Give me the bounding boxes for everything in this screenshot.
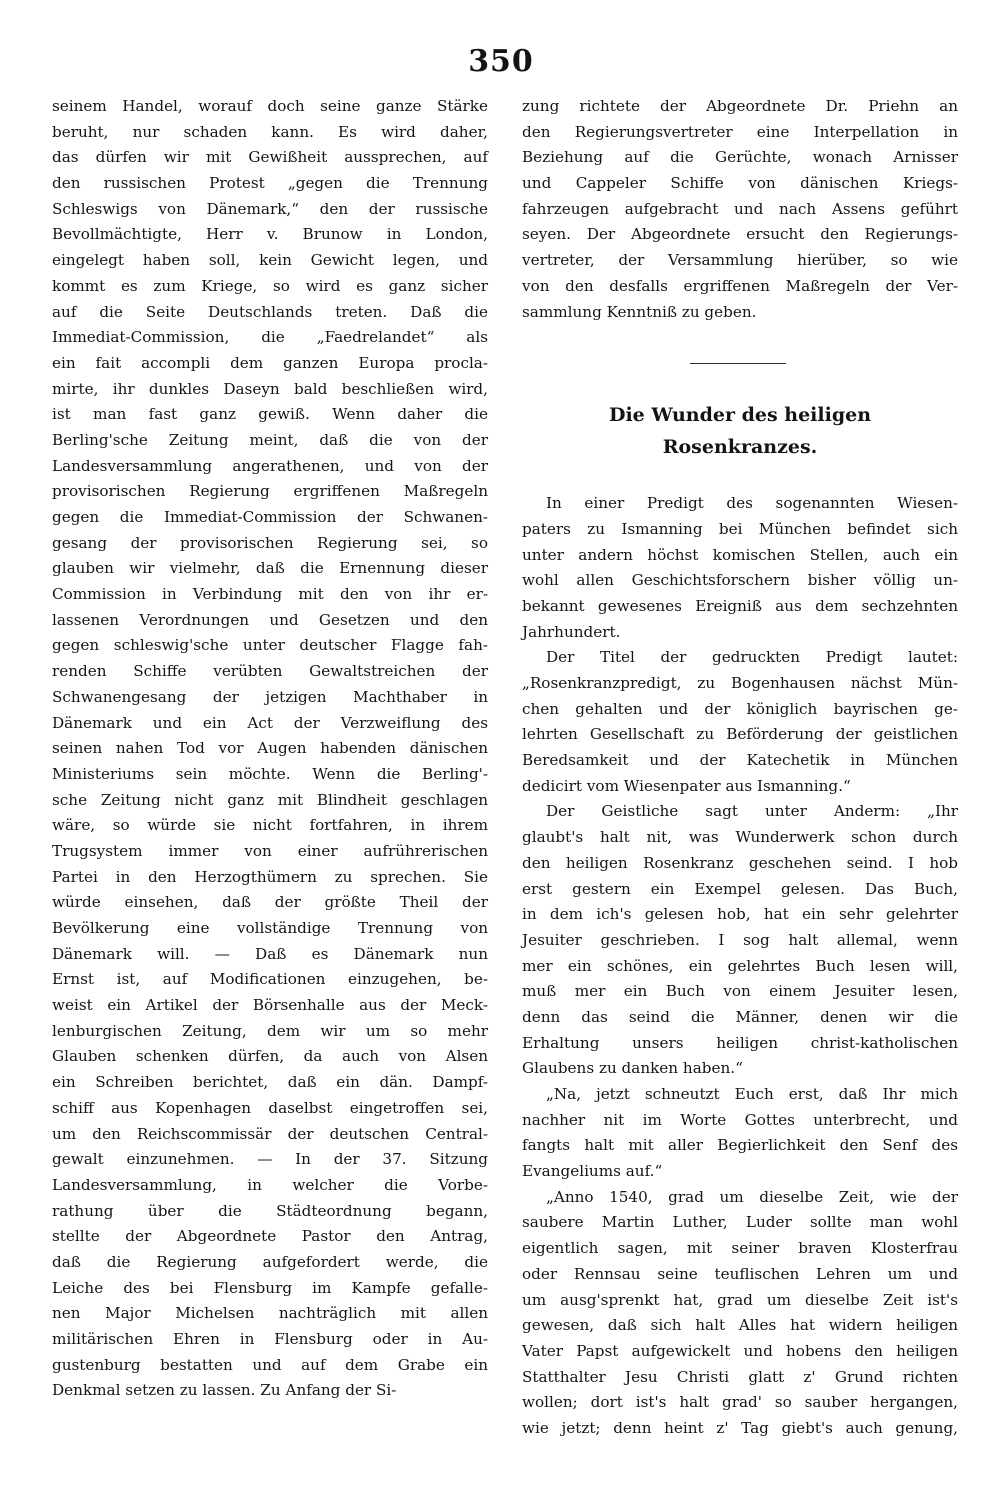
text-line: Vater Papst aufgewickelt und hobens den heiligen xyxy=(522,1341,958,1360)
text-line: wollen; dort ist's halt grad' so sauber hergangen, xyxy=(522,1393,958,1412)
text-line: mirte, ihr dunkles Daseyn bald beschließen wird, xyxy=(52,379,488,398)
text-line: Immediat-Commission, die „Faedrelandet“ als xyxy=(52,328,488,347)
text-line: gesang der provisorischen Regierung sei, so xyxy=(52,533,488,552)
text-line: militärischen Ehren in Flensburg oder in Au- xyxy=(52,1330,488,1348)
text-line: lehrten Gesellschaft zu Beförderung der geistlichen xyxy=(522,725,958,744)
text-line: dedicirt vom Wiesenpater aus Ismanning.“ xyxy=(522,776,851,795)
text-line: denn das seind die Männer, denen wir die xyxy=(522,1007,958,1026)
text-line: Statthalter Jesu Christi glatt z' Grund richten xyxy=(522,1367,958,1386)
text-line: um den Reichscommissär der deutschen Central- xyxy=(52,1124,488,1143)
text-line: erst gestern ein Exempel gelesen. Das Buch, xyxy=(522,879,958,898)
text-line: den russischen Protest „gegen die Trennung xyxy=(52,174,488,193)
article-heading-line-1: Die Wunder des heiligen xyxy=(608,404,872,427)
text-line: gewesen, daß sich halt Alles hat widern heiligen xyxy=(522,1316,958,1335)
text-line: nen Major Michelsen nachträglich mit allen xyxy=(52,1304,488,1323)
text-line: Glaubens zu danken haben.“ xyxy=(522,1059,743,1078)
text-line: Bevollmächtigte, Herr v. Brunow in London, xyxy=(52,225,488,244)
text-line: Beredsamkeit und der Katechetik in München xyxy=(522,751,958,770)
text-line: wäre, so würde sie nicht fortfahren, in ihrem xyxy=(52,816,488,835)
text-line: Jahrhundert. xyxy=(522,622,621,641)
text-line: gegen schleswig'sche unter deutscher Flagge fah- xyxy=(52,636,488,655)
text-line: daß die Regierung aufgefordert werde, die xyxy=(52,1252,488,1271)
text-line: Erhaltung unsers heiligen christ-katholischen xyxy=(522,1033,958,1052)
text-line: rathung über die Städteordnung begann, xyxy=(52,1201,488,1220)
text-line: Commission in Verbindung mit den von ihr er- xyxy=(52,585,488,604)
text-line: mer ein schönes, ein gelehrtes Buch lesen will, xyxy=(522,956,958,975)
article-body xyxy=(522,491,958,1441)
text-line: nachher nit im Worte Gottes unterbrecht, und xyxy=(522,1110,958,1129)
text-line: lassenen Verordnungen und Gesetzen und den xyxy=(52,610,488,629)
page-number: 350 xyxy=(468,44,534,79)
text-line: chen gehalten und der königlich bayrischen ge- xyxy=(522,699,958,718)
text-line: In einer Predigt des sogenannten Wiesen- xyxy=(546,494,958,513)
text-line: paters zu Ismanning bei München befindet sich xyxy=(522,519,958,538)
text-line: „Rosenkranzpredigt, zu Bogenhausen nächst Mün- xyxy=(522,674,958,692)
text-line: fangts halt mit aller Begierlichkeit den Senf des xyxy=(522,1136,958,1155)
text-line: um ausg'sprenkt hat, grad um dieselbe Zeit ist's xyxy=(522,1290,958,1309)
text-line: „Na, jetzt schneutzt Euch erst, daß Ihr mich xyxy=(546,1085,958,1103)
text-line: Dänemark will. — Daß es Dänemark nun xyxy=(52,944,488,963)
text-line: das dürfen wir mit Gewißheit aussprechen, auf xyxy=(52,148,488,167)
text-line: renden Schiffe verübten Gewaltstreichen der xyxy=(52,662,488,681)
text-line: beruht, nur schaden kann. Es wird daher, xyxy=(52,122,488,141)
text-line: stellte der Abgeordnete Pastor den Antrag, xyxy=(52,1227,488,1246)
text-line: wohl allen Geschichtsforschern bisher völlig un- xyxy=(522,571,958,590)
text-line: fahrzeugen aufgebracht und nach Assens geführt xyxy=(522,199,958,218)
text-line: Jesuiter geschrieben. I sog halt allemal, wenn xyxy=(522,930,958,949)
text-line: auf die Seite Deutschlands treten. Daß die xyxy=(52,302,488,321)
text-line: sche Zeitung nicht ganz mit Blindheit geschlagen xyxy=(52,790,488,809)
text-line: Bevölkerung eine vollständige Trennung von xyxy=(52,919,488,937)
text-line: eingelegt haben soll, kein Gewicht legen, und xyxy=(52,251,488,270)
text-line: wie jetzt; denn heint z' Tag giebt's auch genung, xyxy=(522,1418,958,1437)
text-line: Glauben schenken dürfen, da auch von Alsen xyxy=(52,1047,488,1066)
text-line: und Cappeler Schiffe von dänischen Kriegs- xyxy=(522,174,958,193)
text-line: zung richtete der Abgeordnete Dr. Priehn an xyxy=(522,97,958,115)
text-line: Partei in den Herzogthümern zu sprechen. Sie xyxy=(52,867,488,886)
right-column-intro xyxy=(522,94,958,325)
text-line: ist man fast ganz gewiß. Wenn daher die xyxy=(52,405,488,424)
text-line: gewalt einzunehmen. — In der 37. Sitzung xyxy=(52,1150,488,1169)
text-line: seinen nahen Tod vor Augen habenden dänischen xyxy=(52,739,488,758)
text-line: Evangeliums auf.“ xyxy=(522,1162,663,1181)
text-line: weist ein Artikel der Börsenhalle aus der Meck- xyxy=(52,996,488,1015)
text-line: sammlung Kenntniß zu geben. xyxy=(522,302,757,321)
text-line: saubere Martin Luther, Luder sollte man wohl xyxy=(522,1213,958,1232)
text-line: muß mer ein Buch von einem Jesuiter lesen, xyxy=(522,982,958,1001)
text-line: Landesversammlung, in welcher die Vorbe- xyxy=(52,1175,488,1194)
text-line: Beziehung auf die Gerüchte, wonach Arnisser xyxy=(522,148,958,167)
text-line: Berling'sche Zeitung meint, daß die von der xyxy=(52,430,488,449)
text-line: den Regierungsvertreter eine Interpellation in xyxy=(522,122,958,141)
text-line: Ernst ist, auf Modificationen einzugehen, be- xyxy=(52,970,488,989)
text-line: oder Rennsau seine teuflischen Lehren um und xyxy=(522,1264,958,1283)
section-divider xyxy=(522,325,958,395)
text-line: Der Titel der gedruckten Predigt lautet: xyxy=(546,648,958,667)
article-heading-line-2: Rosenkranzes. xyxy=(662,436,818,459)
text-line: ein Schreiben berichtet, daß ein dän. Dampf- xyxy=(52,1073,488,1092)
text-line: gustenburg bestatten und auf dem Grabe ein xyxy=(52,1355,488,1374)
text-line: Ministeriums sein möchte. Wenn die Berling'- xyxy=(52,764,488,783)
text-line: glauben wir vielmehr, daß die Ernennung dieser xyxy=(52,559,488,578)
text-line: ein fait accompli dem ganzen Europa procla- xyxy=(52,353,488,372)
text-line: Landesversammlung angerathenen, und von der xyxy=(52,456,488,475)
text-line: vertreter, der Versammlung hierüber, so wie xyxy=(522,251,958,270)
text-line: seyen. Der Abgeordnete ersucht den Regierungs- xyxy=(522,225,958,244)
text-line: kommt es zum Kriege, so wird es ganz sicher xyxy=(52,276,488,295)
text-line: „Anno 1540, grad um dieselbe Zeit, wie der xyxy=(546,1187,958,1206)
text-line: gegen die Immediat-Commission der Schwanen- xyxy=(52,508,488,526)
text-line: Schwanengesang der jetzigen Machthaber in xyxy=(52,687,488,706)
text-line: Leiche des bei Flensburg im Kampfe gefalle- xyxy=(52,1278,488,1297)
text-line: lenburgischen Zeitung, dem wir um so mehr xyxy=(52,1021,488,1040)
text-line: glaubt's halt nit, was Wunderwerk schon durch xyxy=(522,828,958,847)
text-line: seinem Handel, worauf doch seine ganze Stärke xyxy=(52,97,488,115)
text-line: Der Geistliche sagt unter Anderm: „Ihr xyxy=(546,802,958,821)
text-line: Dänemark und ein Act der Verzweiflung des xyxy=(52,713,488,732)
text-line: von den desfalls ergriffenen Maßregeln der Ver- xyxy=(522,276,958,295)
text-line: unter andern höchst komischen Stellen, auch ein xyxy=(522,545,958,564)
text-line: in dem ich's gelesen hob, hat ein sehr gelehrter xyxy=(522,905,958,924)
text-line: schiff aus Kopenhagen daselbst eingetroffen sei, xyxy=(52,1098,488,1117)
right-column xyxy=(522,94,958,1437)
text-line: bekannt gewesenes Ereigniß aus dem sechzehnten xyxy=(522,596,958,615)
text-line: würde einsehen, daß der größte Theil der xyxy=(52,893,488,912)
text-line: Denkmal setzen zu lassen. Zu Anfang der Si- xyxy=(52,1381,397,1400)
text-line: Schleswigs von Dänemark,“ den der russische xyxy=(52,199,488,218)
text-line: Trugsystem immer von einer aufrührerischen xyxy=(52,841,488,860)
text-line: provisorischen Regierung ergriffenen Maßregeln xyxy=(52,482,488,501)
article-heading xyxy=(522,395,958,491)
text-line: den heiligen Rosenkranz geschehen seind. I hob xyxy=(522,853,958,872)
text-line: eigentlich sagen, mit seiner braven Klosterfrau xyxy=(522,1239,958,1258)
left-column xyxy=(52,94,488,1414)
